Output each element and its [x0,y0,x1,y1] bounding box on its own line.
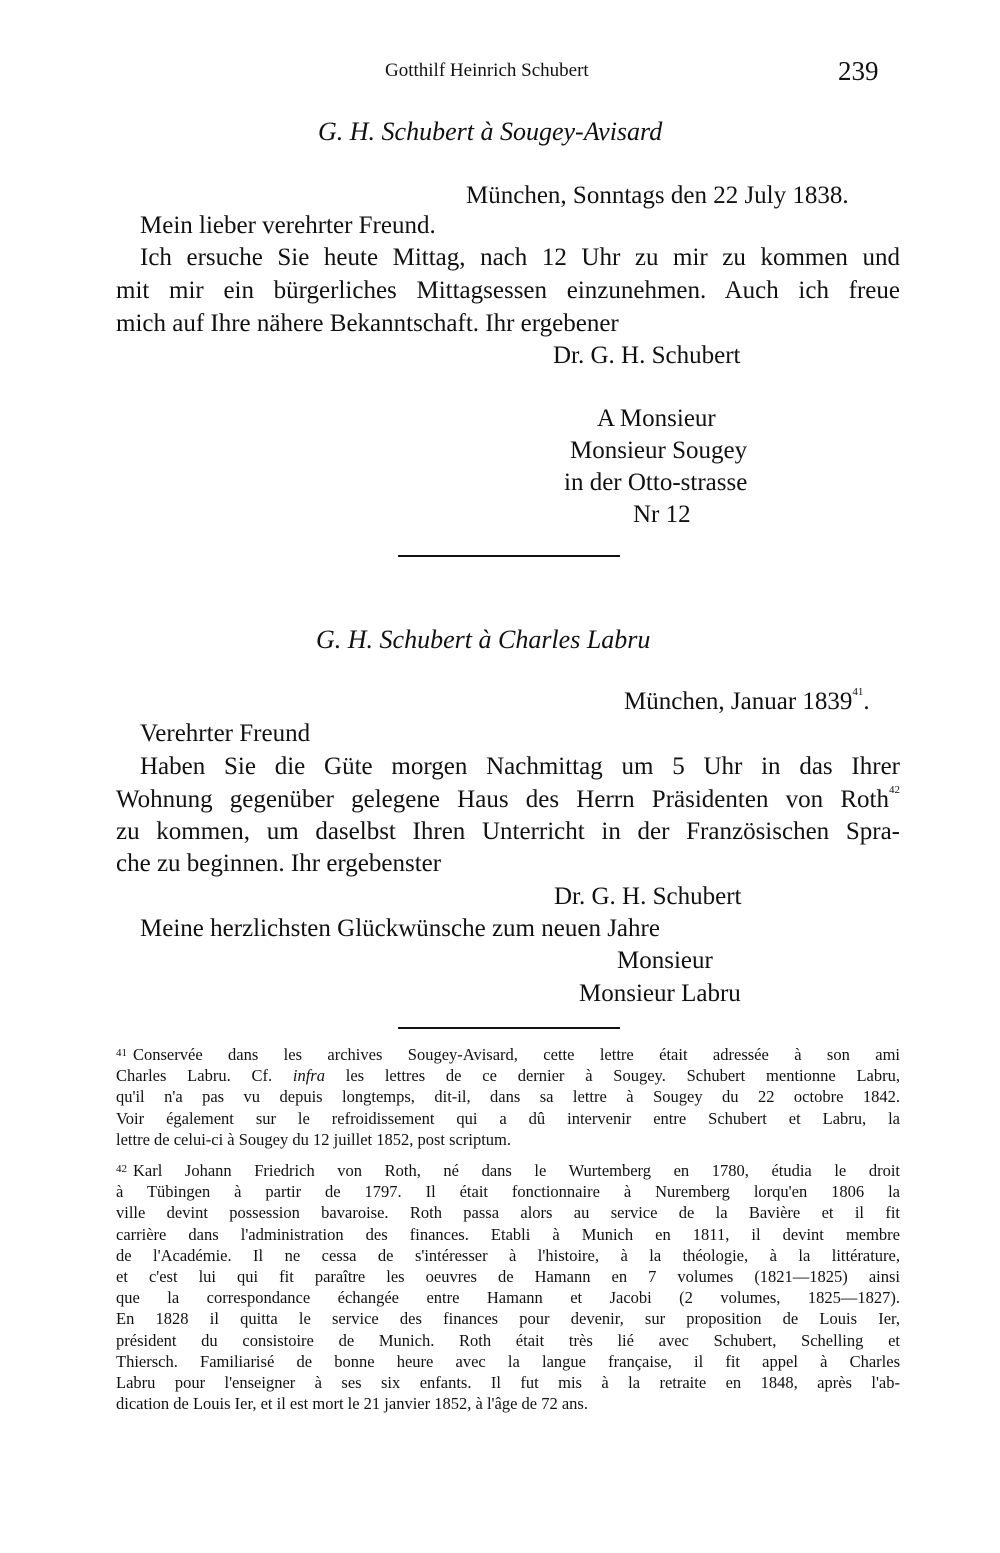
footnote-line: Voir également sur le refroidissement qui a dû intervenir entre Schubert et Labru, la [116,1108,900,1128]
footnote-line [116,1160,900,1181]
letter1-address-line: A Monsieur [597,405,716,432]
letter2-body-line [116,786,900,814]
letter2-body-line: zu kommen, um daselbst Ihren Unterricht in der Französischen Spra- [116,818,900,845]
footnote-line: président du consistoire de Munich. Roth était très lié avec Schubert, Schelling et [116,1330,900,1350]
dateline-end: . [863,688,870,715]
letter2-body-line: che zu beginnen. Ihr ergebenster [116,850,442,877]
letter1-address-line: Nr 12 [633,501,691,528]
footnote-ref-42: 42 [889,784,900,796]
footnote-line: Labru pour l'enseigner à ses six enfants. Il fut mis à la retraite en 1848, après l'ab- [116,1373,900,1393]
footnote-italic: infra [292,1066,325,1086]
letter1-body-line: mit mir ein bürgerliches Mittagsessen einzunehmen. Auch ich freue [116,277,900,304]
letter2-postscript: Meine herzlichsten Glückwünsche zum neuen Jahre [140,915,660,942]
letter2-salutation: Verehrter Freund [140,720,311,747]
footnote-text: Conservée dans les archives Sougey-Avisard, cette lettre était adressée à son ami [133,1045,900,1064]
letter2-address-line: Monsieur Labru [579,980,741,1007]
footnote-line: En 1828 il quitta le service des finances pour devenir, sur proposition de Louis Ier, [116,1309,900,1329]
footnote-text: les lettres de ce dernier à Sougey. Schubert mentionne Labru, [324,1066,900,1086]
footnote-mark-41: 41 [116,1047,127,1059]
letter1-signature: Dr. G. H. Schubert [553,342,741,369]
footnote-line: et c'est lui qui fit paraître les oeuvres de Hamann en 7 volumes (1821—1825) ainsi [116,1267,900,1287]
footnote-text: Charles Labru. Cf. [116,1066,293,1086]
footnote-line: de l'Académie. Il ne cessa de s'intéresser à l'histoire, à la théologie, à la littérature, [116,1245,900,1265]
footnote-divider [398,1027,620,1029]
footnote-mark-42: 42 [116,1163,127,1175]
footnote-line [116,1044,900,1065]
letter2-title: G. H. Schubert à Charles Labru [316,625,651,654]
letter1-dateline: München, Sonntags den 22 July 1838. [466,182,849,209]
letter2-dateline [624,688,870,716]
letter2-body-line: Haben Sie die Güte morgen Nachmittag um 5 Uhr in das Ihrer [140,753,900,780]
footnote-line: carrière dans l'administration des finances. Etabli à Munich en 1811, il devint membre [116,1224,900,1244]
footnote-line: à Tübingen à partir de 1797. Il était fonctionnaire à Nuremberg lorqu'en 1806 la [116,1182,900,1202]
letter1-title: G. H. Schubert à Sougey-Avisard [318,117,663,146]
footnote-text: Karl Johann Friedrich von Roth, né dans le Wurtemberg en 1780, étudia le droit [133,1161,900,1180]
footnote-42 [116,1160,900,1414]
footnote-line: qu'il n'a pas vu depuis longtemps, dit-il, dans sa lettre à Sougey du 22 octobre 1842. [116,1087,900,1107]
letter1-address-line: Monsieur Sougey [570,437,748,464]
dateline-text: München, Januar 1839 [624,688,853,715]
letter2-signature: Dr. G. H. Schubert [554,883,742,910]
letter1-body-line: mich auf Ihre nähere Bekanntschaft. Ihr ergebener [116,310,619,337]
footnote-line: ville devint possession bavaroise. Roth passa alors au service de la Bavière et il fit [116,1203,900,1223]
footnote-ref-41: 41 [852,686,864,698]
footnote-line: Thiersch. Familiarisé de bonne heure avec la langue française, il fit appel à Charles [116,1351,900,1371]
running-head: Gotthilf Heinrich Schubert [385,60,589,81]
letter1-address-line: in der Otto-strasse [564,469,748,496]
footnote-line: lettre de celui-ci à Sougey du 12 juillet 1852, post scriptum. [116,1129,512,1149]
footnote-41 [116,1044,900,1150]
footnote-line [116,1065,900,1086]
footnote-line: dication de Louis Ier, et il est mort le 21 janvier 1852, à l'âge de 72 ans. [116,1394,588,1414]
line-text: Wohnung gegenüber gelegene Haus des Herrn Präsidenten von Roth [116,786,889,813]
letter1-salutation: Mein lieber verehrter Freund. [140,212,436,239]
footnote-line: que la correspondance échangée entre Hamann et Jacobi (2 volumes, 1825—1827). [116,1288,900,1308]
letter1-body-line: Ich ersuche Sie heute Mittag, nach 12 Uhr zu mir zu kommen und [140,244,900,271]
page-number: 239 [838,56,879,86]
letter2-address-line: Monsieur [617,947,713,974]
section-divider [398,555,620,557]
